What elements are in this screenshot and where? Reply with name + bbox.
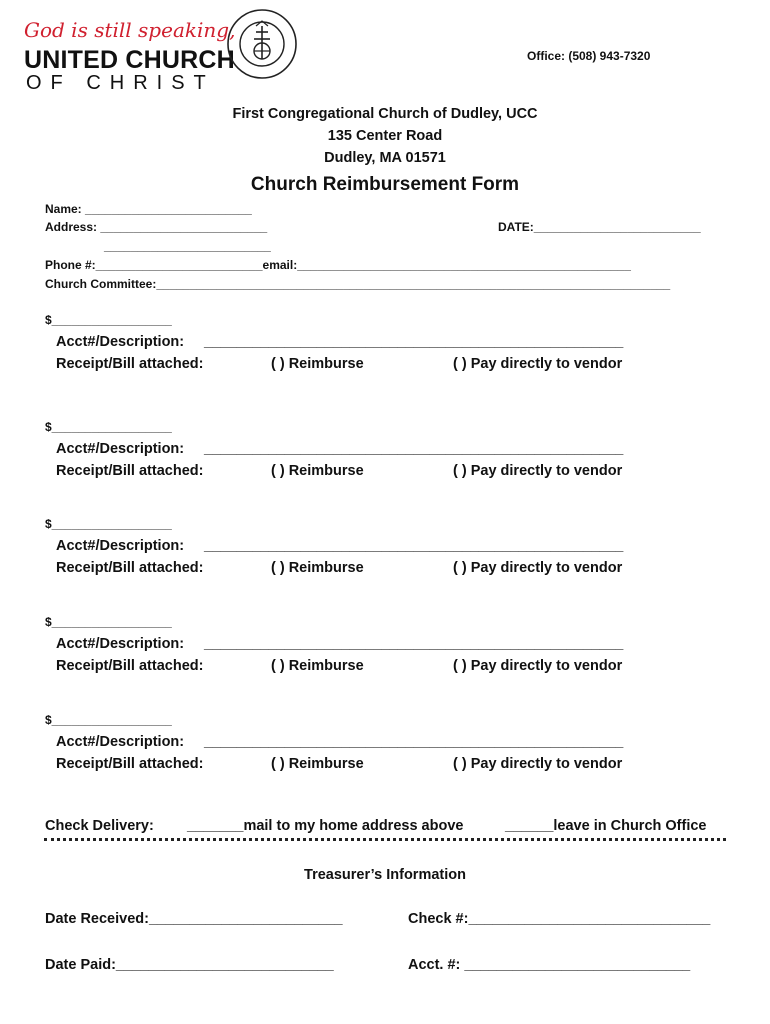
logo-united-church: UNITED CHURCH xyxy=(24,46,235,74)
logo-of-christ: OF CHRIST xyxy=(26,72,215,94)
check-delivery-label: Check Delivery: xyxy=(45,818,154,834)
leave-office-option[interactable]: ______leave in Church Office xyxy=(505,818,707,834)
date-field[interactable]: DATE:_________________________ xyxy=(498,220,701,234)
pay-vendor-option[interactable]: ( ) Pay directly to vendor xyxy=(453,463,623,479)
acct-description-field[interactable]: ____________________________________________________ xyxy=(204,538,624,554)
reimburse-option[interactable]: ( ) Reimburse xyxy=(271,463,364,479)
reimburse-option[interactable]: ( ) Reimburse xyxy=(271,560,364,576)
date-paid-field[interactable]: Date Paid:___________________________ xyxy=(45,957,334,973)
receipt-attached-label: Receipt/Bill attached: xyxy=(56,756,204,772)
church-street: 135 Center Road xyxy=(327,128,443,144)
receipt-attached-label: Receipt/Bill attached: xyxy=(56,463,204,479)
treasurer-heading: Treasurer’s Information xyxy=(304,867,466,883)
pay-vendor-option[interactable]: ( ) Pay directly to vendor xyxy=(453,756,623,772)
form-title: Church Reimbursement Form xyxy=(250,174,520,195)
church-city: Dudley, MA 01571 xyxy=(324,150,446,166)
address-line-2[interactable]: _________________________ xyxy=(104,239,271,253)
acct-description-field[interactable]: ____________________________________________________ xyxy=(204,636,624,652)
reimburse-option[interactable]: ( ) Reimburse xyxy=(271,356,364,372)
acct-description-field[interactable]: ____________________________________________________ xyxy=(204,441,624,457)
amount-field[interactable]: $__________________ xyxy=(45,517,172,531)
pay-vendor-option[interactable]: ( ) Pay directly to vendor xyxy=(453,658,623,674)
mail-home-option[interactable]: _______mail to my home address above xyxy=(187,818,464,834)
church-name: First Congregational Church of Dudley, UCC xyxy=(232,106,538,122)
receipt-attached-label: Receipt/Bill attached: xyxy=(56,658,204,674)
acct-number-field[interactable]: Acct. #: ____________________________ xyxy=(408,957,691,973)
acct-description-label: Acct#/Description: xyxy=(56,538,185,554)
pay-vendor-option[interactable]: ( ) Pay directly to vendor xyxy=(453,560,623,576)
date-received-field[interactable]: Date Received:________________________ xyxy=(45,911,343,927)
cut-divider xyxy=(44,838,726,841)
acct-description-label: Acct#/Description: xyxy=(56,441,185,457)
acct-description-field[interactable]: ____________________________________________________ xyxy=(204,334,624,350)
receipt-attached-label: Receipt/Bill attached: xyxy=(56,560,204,576)
phone-email-field[interactable]: Phone #:_________________________email:__________________________________________________ xyxy=(45,258,631,272)
receipt-attached-label: Receipt/Bill attached: xyxy=(56,356,204,372)
address-field[interactable]: Address: _________________________ xyxy=(45,220,268,234)
reimburse-option[interactable]: ( ) Reimburse xyxy=(271,756,364,772)
ucc-seal-icon xyxy=(226,8,298,80)
amount-field[interactable]: $__________________ xyxy=(45,420,172,434)
committee-field[interactable]: Church Committee:_____________________________________________________________________________ xyxy=(45,277,671,291)
amount-field[interactable]: $__________________ xyxy=(45,615,172,629)
logo-tagline: God is still speaking, xyxy=(24,18,236,42)
acct-description-label: Acct#/Description: xyxy=(56,734,185,750)
reimburse-option[interactable]: ( ) Reimburse xyxy=(271,658,364,674)
name-field[interactable]: Name: _________________________ xyxy=(45,202,252,216)
acct-description-field[interactable]: ____________________________________________________ xyxy=(204,734,624,750)
check-number-field[interactable]: Check #:______________________________ xyxy=(408,911,711,927)
pay-vendor-option[interactable]: ( ) Pay directly to vendor xyxy=(453,356,623,372)
office-phone: Office: (508) 943-7320 xyxy=(527,49,651,63)
acct-description-label: Acct#/Description: xyxy=(56,636,185,652)
amount-field[interactable]: $__________________ xyxy=(45,713,172,727)
amount-field[interactable]: $__________________ xyxy=(45,313,172,327)
acct-description-label: Acct#/Description: xyxy=(56,334,185,350)
